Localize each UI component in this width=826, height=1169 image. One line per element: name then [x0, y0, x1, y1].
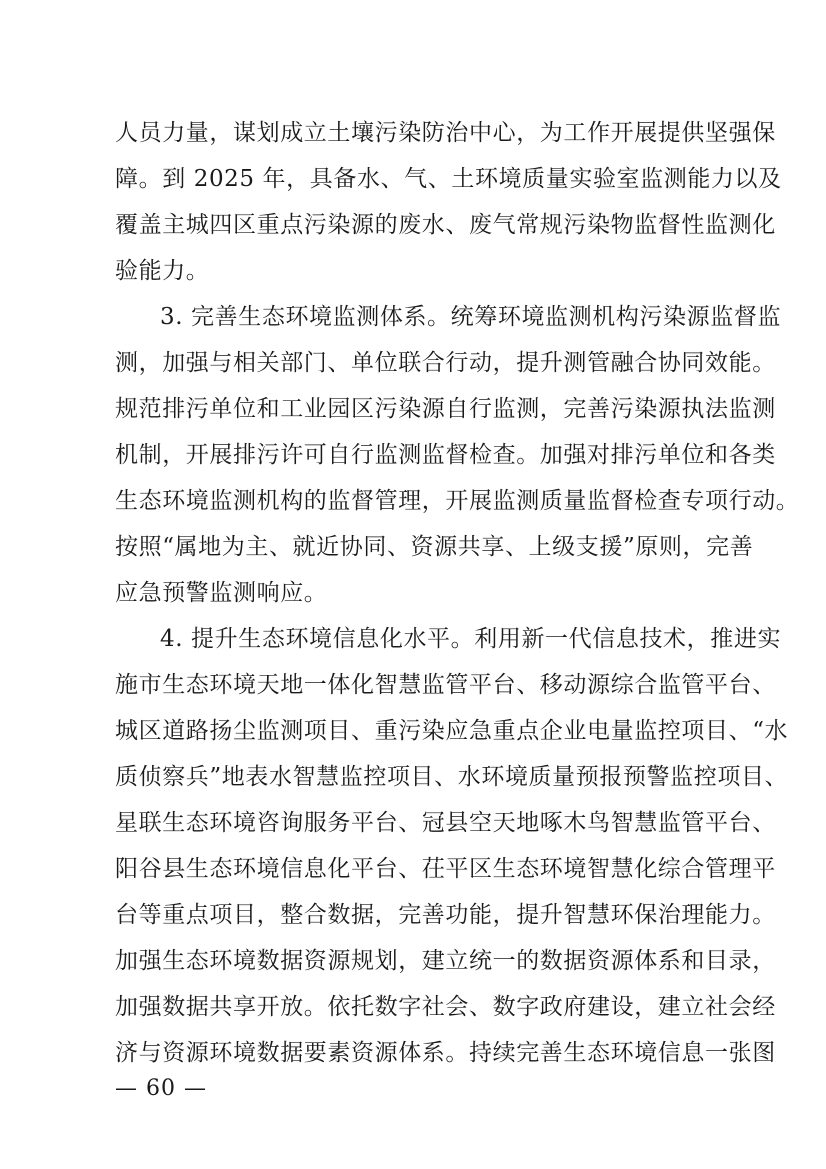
text-line: 阳谷县生态环境信息化平台、茌平区生态环境智慧化综合管理平 — [115, 856, 776, 882]
text-line: 施市生态环境天地一体化智慧监管平台、移动源综合监管平台、 — [115, 672, 776, 698]
text-line: 加强生态环境数据资源规划，建立统一的数据资源体系和目录， — [115, 948, 776, 974]
text-line: 星联生态环境咨询服务平台、冠县空天地啄木鸟智慧监管平台、 — [115, 810, 776, 836]
text-line: 台等重点项目，整合数据，完善功能，提升智慧环保治理能力。 — [115, 902, 776, 928]
text-line: 人员力量，谋划成立土壤污染防治中心，为工作开展提供坚强保 — [115, 120, 776, 146]
text-line: 加强数据共享开放。依托数字社会、数字政府建设，建立社会经 — [115, 994, 776, 1020]
text-line: 4. 提升生态环境信息化水平。利用新一代信息技术，推进实 — [160, 626, 782, 652]
text-line: 测，加强与相关部门、单位联合行动，提升测管融合协同效能。 — [115, 350, 776, 376]
text-line: 按照“属地为主、就近协同、资源共享、上级支援”原则，完善 — [115, 534, 754, 560]
text-line: 规范排污单位和工业园区污染源自行监测，完善污染源执法监测 — [115, 396, 776, 422]
text-line: 机制，开展排污许可自行监测监督检查。加强对排污单位和各类 — [115, 442, 776, 468]
text-line: 应急预警监测响应。 — [115, 580, 328, 606]
text-line: 生态环境监测机构的监督管理，开展监测质量监督检查专项行动。 — [115, 488, 800, 514]
text-line: 3. 完善生态环境监测体系。统筹环境监测机构污染源监督监 — [160, 304, 782, 330]
text-line: 济与资源环境数据要素资源体系。持续完善生态环境信息一张图 — [115, 1040, 776, 1066]
page-number: — 60 — — [115, 1076, 207, 1101]
text-line: 质侦察兵”地表水智慧监控项目、水环境质量预报预警监控项目、 — [115, 764, 789, 790]
text-line: 障。到 2025 年，具备水、气、土环境质量实验室监测能力以及 — [115, 166, 782, 192]
text-line: 城区道路扬尘监测项目、重污染应急重点企业电量监控项目、“水 — [115, 718, 789, 744]
text-line: 覆盖主城四区重点污染源的废水、废气常规污染物监督性监测化 — [115, 212, 776, 238]
text-line: 验能力。 — [115, 258, 210, 284]
